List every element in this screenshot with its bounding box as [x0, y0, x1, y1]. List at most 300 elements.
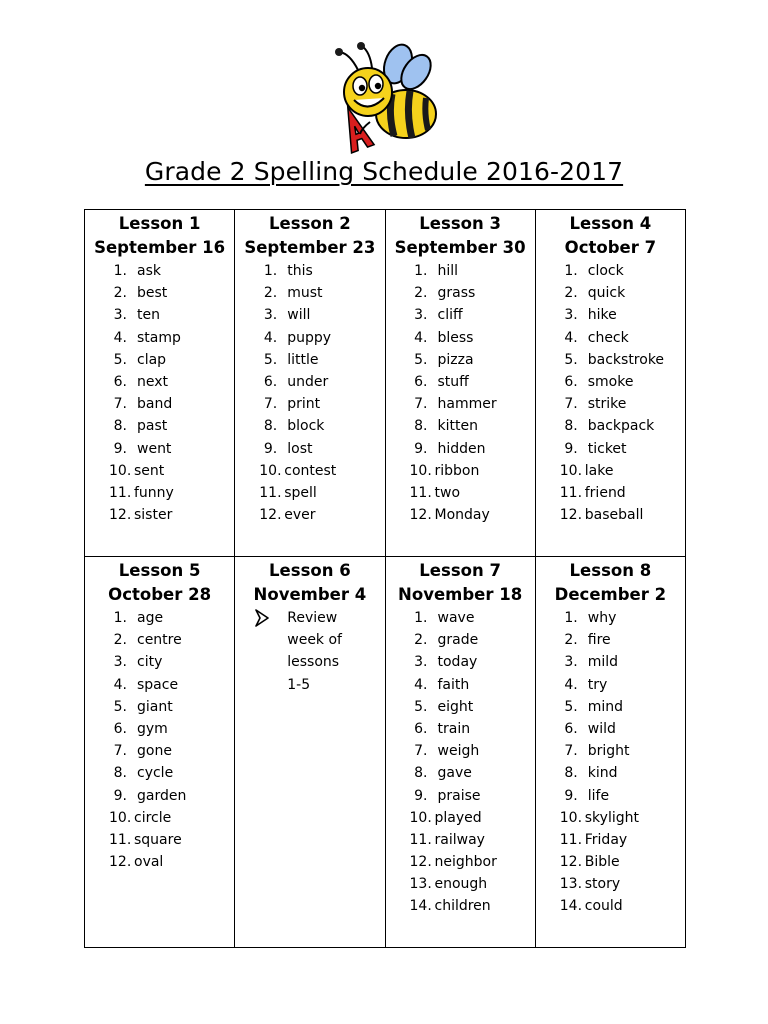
spelling-word: backpack [587, 418, 655, 435]
word-number: 10. [259, 462, 282, 479]
lesson-date: October 28 [108, 585, 212, 604]
spelling-word: kind [587, 765, 618, 782]
list-item [85, 807, 234, 829]
list-item [235, 415, 384, 437]
word-number: 8. [414, 418, 428, 435]
word-number: 4. [564, 329, 578, 346]
word-number: 7. [263, 396, 278, 413]
spelling-word: fire [587, 632, 611, 649]
word-number: 9. [414, 787, 428, 804]
word-number: 7. [564, 743, 578, 760]
word-list [85, 260, 234, 526]
list-item [85, 696, 234, 718]
list-item [536, 504, 685, 526]
spelling-word: puppy [287, 329, 332, 346]
list-item [235, 282, 384, 304]
spelling-word: Bible [584, 854, 620, 871]
spelling-word: why [587, 610, 617, 626]
list-item [536, 785, 685, 807]
list-item [85, 460, 234, 482]
spelling-word: will [287, 307, 311, 324]
word-number: 1. [564, 263, 578, 279]
spelling-word: circle [134, 809, 172, 826]
spelling-word: kitten [437, 418, 478, 435]
spelling-word: gave [437, 765, 472, 782]
list-item [536, 438, 685, 460]
spelling-word: eight [437, 698, 474, 715]
list-item [536, 607, 685, 629]
list-item [85, 607, 234, 629]
list-item [386, 674, 535, 696]
spelling-word: ribbon [434, 462, 480, 479]
list-item [386, 873, 535, 895]
word-number: 14. [409, 898, 432, 915]
spelling-word: mind [587, 698, 624, 715]
list-item [235, 349, 384, 371]
word-number: 12. [559, 854, 583, 871]
bee-with-letter-a-icon [326, 42, 442, 154]
list-item [536, 371, 685, 393]
list-item [235, 260, 384, 282]
list-item [536, 304, 685, 326]
spelling-word: wild [587, 720, 616, 737]
spelling-word: clap [137, 351, 167, 368]
list-item [536, 349, 685, 371]
spelling-word: today [437, 654, 478, 671]
list-item [85, 785, 234, 807]
word-list [386, 260, 535, 526]
word-number: 13. [409, 876, 432, 893]
list-item [85, 438, 234, 460]
list-item [386, 629, 535, 651]
spelling-word: bless [437, 329, 474, 346]
word-number: 9. [564, 787, 578, 804]
lesson-name: Lesson 1 [118, 214, 201, 233]
list-item [536, 482, 685, 504]
spelling-word: cycle [137, 765, 174, 782]
list-item [536, 807, 685, 829]
list-item [235, 304, 384, 326]
list-item [235, 393, 384, 415]
spelling-word: smoke [587, 373, 634, 390]
spelling-word: hammer [437, 396, 497, 413]
list-item [85, 674, 234, 696]
note-list [235, 607, 384, 696]
spelling-word: contest [284, 462, 337, 479]
lesson-name: Lesson 8 [569, 561, 652, 580]
word-number: 12. [109, 854, 132, 871]
word-number: 5. [564, 351, 578, 368]
list-item [536, 260, 685, 282]
list-item [235, 504, 384, 526]
list-item [235, 327, 384, 349]
word-number: 4. [113, 676, 127, 693]
spelling-word: try [587, 676, 608, 693]
spelling-word: under [287, 373, 329, 390]
word-number: 12. [409, 507, 432, 524]
spelling-word: friend [584, 484, 626, 501]
word-number: 3. [113, 307, 127, 324]
list-item [235, 482, 384, 504]
word-number: 8. [113, 418, 127, 435]
spelling-word: grade [437, 632, 479, 649]
spelling-word: must [287, 285, 323, 302]
list-item [85, 393, 234, 415]
spelling-word: print [287, 396, 321, 413]
word-number: 9. [113, 440, 127, 457]
spelling-word: stuff [437, 373, 469, 390]
word-number: 13. [559, 876, 583, 893]
word-number: 12. [559, 507, 583, 524]
spelling-word: grass [437, 285, 476, 302]
word-number: 11. [109, 831, 132, 848]
lesson-name: Lesson 5 [118, 561, 201, 580]
word-number: 3. [263, 307, 278, 324]
word-number: 11. [409, 484, 432, 501]
word-number: 10. [409, 809, 432, 826]
word-number: 6. [113, 720, 127, 737]
list-item [536, 740, 685, 762]
word-number: 12. [259, 507, 282, 524]
list-item [235, 438, 384, 460]
list-item [386, 607, 535, 629]
spelling-word: hike [587, 307, 617, 324]
spelling-word: baseball [584, 507, 644, 524]
list-item [536, 674, 685, 696]
list-item [536, 460, 685, 482]
list-item [386, 895, 535, 917]
word-number: 3. [564, 307, 578, 324]
word-number: 1. [263, 263, 278, 279]
spelling-word: centre [137, 632, 182, 649]
spelling-word: neighbor [434, 854, 497, 871]
spelling-word: giant [137, 698, 173, 715]
word-number: 7. [113, 396, 127, 413]
list-item [85, 304, 234, 326]
word-list [536, 607, 685, 918]
word-number: 8. [564, 765, 578, 782]
list-item [85, 504, 234, 526]
list-item [386, 696, 535, 718]
list-item [386, 438, 535, 460]
lesson-cell [235, 210, 385, 557]
list-item [85, 718, 234, 740]
word-number: 9. [564, 440, 578, 457]
word-number: 11. [559, 484, 583, 501]
word-number: 2. [414, 632, 428, 649]
list-item [386, 829, 535, 851]
spelling-word: sent [134, 462, 165, 479]
word-number: 4. [113, 329, 127, 346]
list-item [386, 260, 535, 282]
lesson-date: October 7 [564, 238, 657, 257]
list-item [536, 651, 685, 673]
list-item [386, 504, 535, 526]
word-list [85, 607, 234, 873]
word-number: 4. [263, 329, 278, 346]
list-item [386, 651, 535, 673]
word-number: 1. [414, 610, 428, 626]
spelling-word: played [434, 809, 482, 826]
spelling-word: square [134, 831, 182, 848]
spelling-word: clock [587, 263, 624, 279]
spelling-word: band [137, 396, 173, 413]
lesson-date: November 4 [253, 585, 367, 604]
list-item [386, 785, 535, 807]
spelling-word: cliff [437, 307, 463, 324]
spelling-word: life [587, 787, 610, 804]
spelling-word: hill [437, 263, 459, 279]
lesson-cell [85, 557, 235, 948]
word-number: 6. [564, 373, 578, 390]
spelling-word: enough [434, 876, 488, 893]
spelling-word: strike [587, 396, 627, 413]
word-number: 4. [414, 329, 428, 346]
word-number: 4. [414, 676, 428, 693]
word-number: 5. [113, 351, 127, 368]
word-number: 5. [113, 698, 127, 715]
spelling-word: went [137, 440, 172, 457]
word-number: 10. [559, 462, 583, 479]
lesson-cell [385, 210, 535, 557]
list-item [85, 829, 234, 851]
lesson-date: December 2 [554, 585, 667, 604]
spelling-word: could [584, 898, 623, 915]
word-number: 2. [564, 632, 578, 649]
word-number: 8. [113, 765, 127, 782]
spelling-schedule-table [84, 209, 686, 948]
word-number: 1. [564, 610, 578, 626]
spelling-word: wave [437, 610, 475, 626]
word-number: 6. [414, 720, 428, 737]
list-item [386, 762, 535, 784]
word-number: 7. [564, 396, 578, 413]
list-item [536, 415, 685, 437]
list-item [536, 282, 685, 304]
list-item [235, 607, 357, 696]
word-number: 2. [113, 632, 127, 649]
word-number: 7. [113, 743, 127, 760]
table-row [85, 210, 686, 557]
list-item [85, 762, 234, 784]
list-item [235, 371, 384, 393]
word-number: 11. [559, 831, 583, 848]
word-number: 10. [559, 809, 583, 826]
list-item [85, 282, 234, 304]
word-list [386, 607, 535, 918]
spelling-word: past [137, 418, 168, 435]
list-item [386, 807, 535, 829]
table-row [85, 557, 686, 948]
word-number: 6. [414, 373, 428, 390]
spelling-word: garden [137, 787, 187, 804]
spelling-word: lost [287, 440, 313, 457]
word-number: 4. [564, 676, 578, 693]
lesson-cell [535, 557, 685, 948]
list-item [536, 327, 685, 349]
spelling-word: next [137, 373, 169, 390]
list-item [386, 415, 535, 437]
spelling-word: space [137, 676, 179, 693]
word-number: 2. [564, 285, 578, 302]
list-item [85, 349, 234, 371]
lesson-cell [535, 210, 685, 557]
spelling-word: gone [137, 743, 172, 760]
lesson-name: Lesson 3 [419, 214, 501, 233]
spelling-word: weigh [437, 743, 480, 760]
word-number: 3. [414, 654, 428, 671]
list-item [536, 629, 685, 651]
list-item [536, 696, 685, 718]
word-number: 6. [113, 373, 127, 390]
spelling-word: mild [587, 654, 619, 671]
word-number: 10. [409, 462, 432, 479]
word-number: 10. [109, 809, 132, 826]
word-number: 12. [109, 507, 132, 524]
spelling-word: faith [437, 676, 470, 693]
review-note: Review week of lessons 1-5 [287, 610, 342, 693]
lesson-cell [85, 210, 235, 557]
spelling-word: railway [434, 831, 485, 848]
spelling-word: praise [437, 787, 481, 804]
list-item [536, 829, 685, 851]
lesson-date: November 18 [398, 585, 523, 604]
word-number: 5. [414, 698, 428, 715]
list-item [85, 327, 234, 349]
spelling-word: block [287, 418, 325, 435]
spelling-word: ten [137, 307, 160, 324]
spelling-word: stamp [137, 329, 181, 346]
spelling-word: lake [584, 462, 614, 479]
word-number: 12. [409, 854, 432, 871]
word-number: 8. [414, 765, 428, 782]
list-item [536, 718, 685, 740]
word-number: 7. [414, 743, 428, 760]
list-item [85, 740, 234, 762]
list-item [85, 371, 234, 393]
list-item [536, 762, 685, 784]
word-number: 11. [259, 484, 282, 501]
list-item [235, 460, 384, 482]
spelling-word: sister [134, 507, 173, 524]
spelling-word: story [584, 876, 621, 893]
word-number: 1. [414, 263, 428, 279]
spelling-word: little [287, 351, 319, 368]
spelling-word: city [137, 654, 163, 671]
word-number: 5. [414, 351, 428, 368]
spelling-word: Monday [434, 507, 490, 524]
page-title [0, 152, 768, 192]
spelling-word: oval [134, 854, 164, 871]
spelling-word: train [437, 720, 471, 737]
spelling-word: ask [137, 263, 161, 279]
lesson-name: Lesson 2 [269, 214, 351, 233]
word-number: 10. [109, 462, 132, 479]
spelling-word: bright [587, 743, 630, 760]
lesson-date: September 30 [394, 238, 526, 257]
word-number: 1. [113, 263, 127, 279]
word-number: 9. [263, 440, 278, 457]
spelling-word: backstroke [587, 351, 665, 368]
list-item [386, 482, 535, 504]
list-item [386, 282, 535, 304]
lesson-cell [235, 557, 385, 948]
lesson-name: Lesson 4 [569, 214, 652, 233]
word-number: 5. [263, 351, 278, 368]
word-number: 8. [263, 418, 278, 435]
spelling-word: ticket [587, 440, 627, 457]
spelling-word: pizza [437, 351, 474, 368]
spelling-word: spell [284, 484, 317, 501]
list-item [536, 851, 685, 873]
lesson-date: September 23 [244, 238, 376, 257]
list-item [85, 482, 234, 504]
list-item [386, 393, 535, 415]
word-number: 14. [559, 898, 583, 915]
spelling-word: quick [587, 285, 626, 302]
list-item [85, 260, 234, 282]
spelling-word: gym [137, 720, 168, 737]
spelling-word: ever [284, 507, 316, 524]
word-number: 9. [414, 440, 428, 457]
spelling-word: children [434, 898, 491, 915]
list-item [85, 415, 234, 437]
word-number: 2. [113, 285, 127, 302]
list-item [85, 629, 234, 651]
spelling-word: skylight [584, 809, 639, 826]
list-item [386, 327, 535, 349]
list-item [386, 349, 535, 371]
list-item [386, 304, 535, 326]
spelling-word: check [587, 329, 629, 346]
spelling-word: best [137, 285, 168, 302]
spelling-word: hidden [437, 440, 486, 457]
list-item [536, 873, 685, 895]
spelling-word: this [287, 263, 313, 279]
spelling-word: Friday [584, 831, 628, 848]
list-item [85, 851, 234, 873]
spelling-word: age [137, 610, 164, 626]
spelling-word: two [434, 484, 461, 501]
word-number: 11. [109, 484, 132, 501]
word-number: 7. [414, 396, 428, 413]
lesson-name: Lesson 7 [419, 561, 501, 580]
word-number: 11. [409, 831, 432, 848]
list-item [536, 393, 685, 415]
word-number: 1. [113, 610, 127, 626]
page-title-text: Grade 2 Spelling Schedule 2016-2017 [144, 157, 624, 186]
arrowhead-bullet-icon [255, 608, 269, 628]
spelling-word: funny [134, 484, 174, 501]
word-list [235, 260, 384, 526]
lesson-cell [385, 557, 535, 948]
list-item [536, 895, 685, 917]
word-number: 5. [564, 698, 578, 715]
list-item [386, 718, 535, 740]
word-number: 6. [564, 720, 578, 737]
list-item [386, 851, 535, 873]
list-item [386, 740, 535, 762]
word-number: 8. [564, 418, 578, 435]
word-number: 6. [263, 373, 278, 390]
word-number: 9. [113, 787, 127, 804]
list-item [386, 460, 535, 482]
word-number: 3. [414, 307, 428, 324]
word-number: 3. [564, 654, 578, 671]
list-item [85, 651, 234, 673]
list-item [386, 371, 535, 393]
lesson-name: Lesson 6 [269, 561, 351, 580]
